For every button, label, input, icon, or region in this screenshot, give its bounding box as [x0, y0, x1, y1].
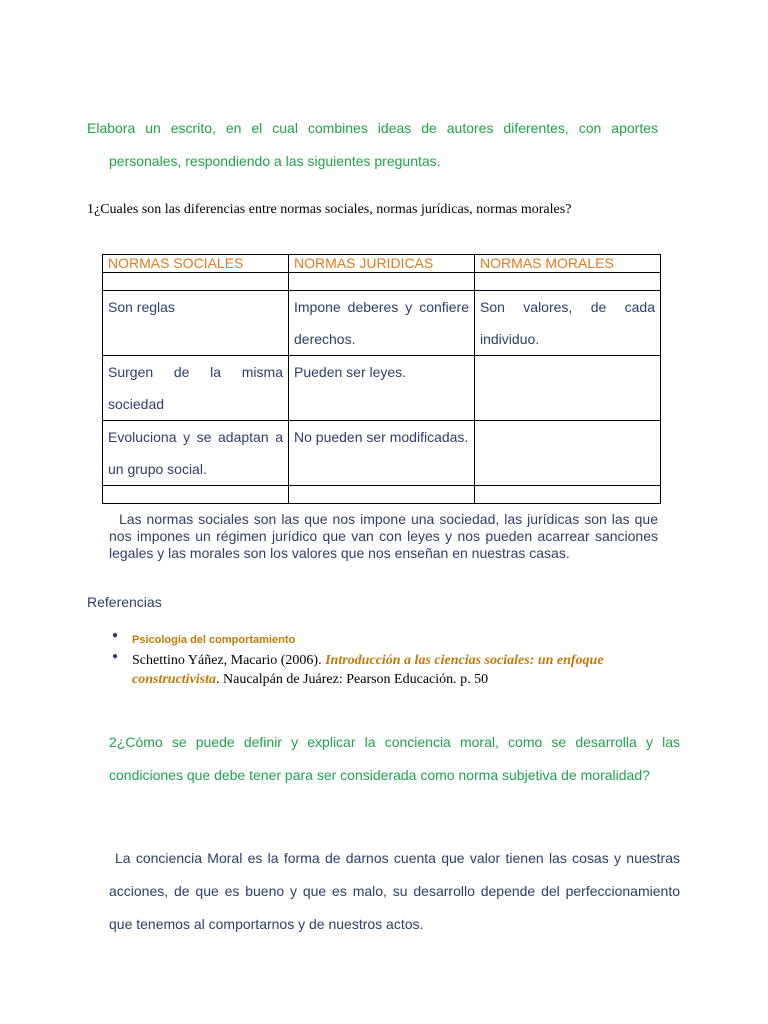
norms-comparison-table: [102, 254, 661, 504]
table-row: [103, 421, 661, 486]
reference-2-author: Schettino Yáñez, Macario (2006).: [132, 653, 322, 668]
answer-2-text: La conciencia Moral es la forma de darnos cuenta que valor tienen las cosas y nuestras acciones, de que es bueno y que es malo, su desarrollo depende del perfeccionamiento que tenemos al comportarnos y de nuestros actos.: [109, 850, 680, 932]
answer-1-text: Las normas sociales son las que nos impone una sociedad, las jurídicas son las que nos impones un régimen jurídico que van con leyes y nos pueden acarrear sanciones legales y las morales son los valores que nos enseñan en nuestras casas.: [109, 511, 658, 561]
question-1: 1¿Cuales son las diferencias entre normas sociales, normas jurídicas, normas morales?: [87, 202, 572, 217]
table-cell: Son reglas: [103, 291, 289, 356]
list-item: [112, 651, 672, 689]
table-cell: Son valores, de cada individuo.: [475, 291, 661, 356]
table-cell: Evoluciona y se adaptan a un grupo social.: [103, 421, 289, 486]
table-cell: Impone deberes y confiere derechos.: [289, 291, 475, 356]
reference-1[interactable]: Psicología del comportamiento: [132, 634, 296, 646]
table-row: [103, 356, 661, 421]
answer-1: [109, 511, 658, 562]
reference-2-publisher: . Naucalpán de Juárez: Pearson Educación. p. 50: [216, 672, 489, 687]
reference-2: [132, 653, 604, 687]
header-normas-juridicas: NORMAS JURIDICAS: [289, 255, 475, 273]
instruction: [87, 112, 658, 178]
table-row-empty: [103, 273, 661, 291]
reference-2-title[interactable]: Introducción a las ciencias sociales: un enfoque constructivista: [132, 653, 604, 687]
question-2-text: ¿Cómo se puede definir y explicar la conciencia moral, como se desarrolla y las condiciones que debe tener para ser considerada como norma subjetiva de moralidad?: [109, 734, 680, 783]
table-cell: [475, 356, 661, 421]
instruction-line-1: Elabora un escrito, en el cual combines ideas de autores diferentes, con aportes: [87, 120, 658, 136]
question-2: [87, 726, 680, 792]
table-cell: Pueden ser leyes.: [289, 356, 475, 421]
list-item: [112, 630, 672, 649]
table-row-empty: [103, 486, 661, 504]
references-list: [112, 630, 672, 689]
header-normas-sociales: NORMAS SOCIALES: [103, 255, 289, 273]
table-cell: Surgen de la misma sociedad: [103, 356, 289, 421]
table-row: [103, 291, 661, 356]
instruction-line-2: personales, respondiendo a las siguientes preguntas.: [109, 153, 441, 169]
bullet-icon: ●: [112, 630, 119, 641]
table-cell: No pueden ser modificadas.: [289, 421, 475, 486]
bullet-icon: ●: [112, 651, 119, 662]
table-header-row: [103, 255, 661, 273]
references-heading: Referencias: [87, 594, 162, 610]
header-normas-morales: NORMAS MORALES: [475, 255, 661, 273]
table-cell: [475, 421, 661, 486]
answer-2: [87, 842, 680, 941]
question-2-number: 2: [109, 734, 117, 750]
